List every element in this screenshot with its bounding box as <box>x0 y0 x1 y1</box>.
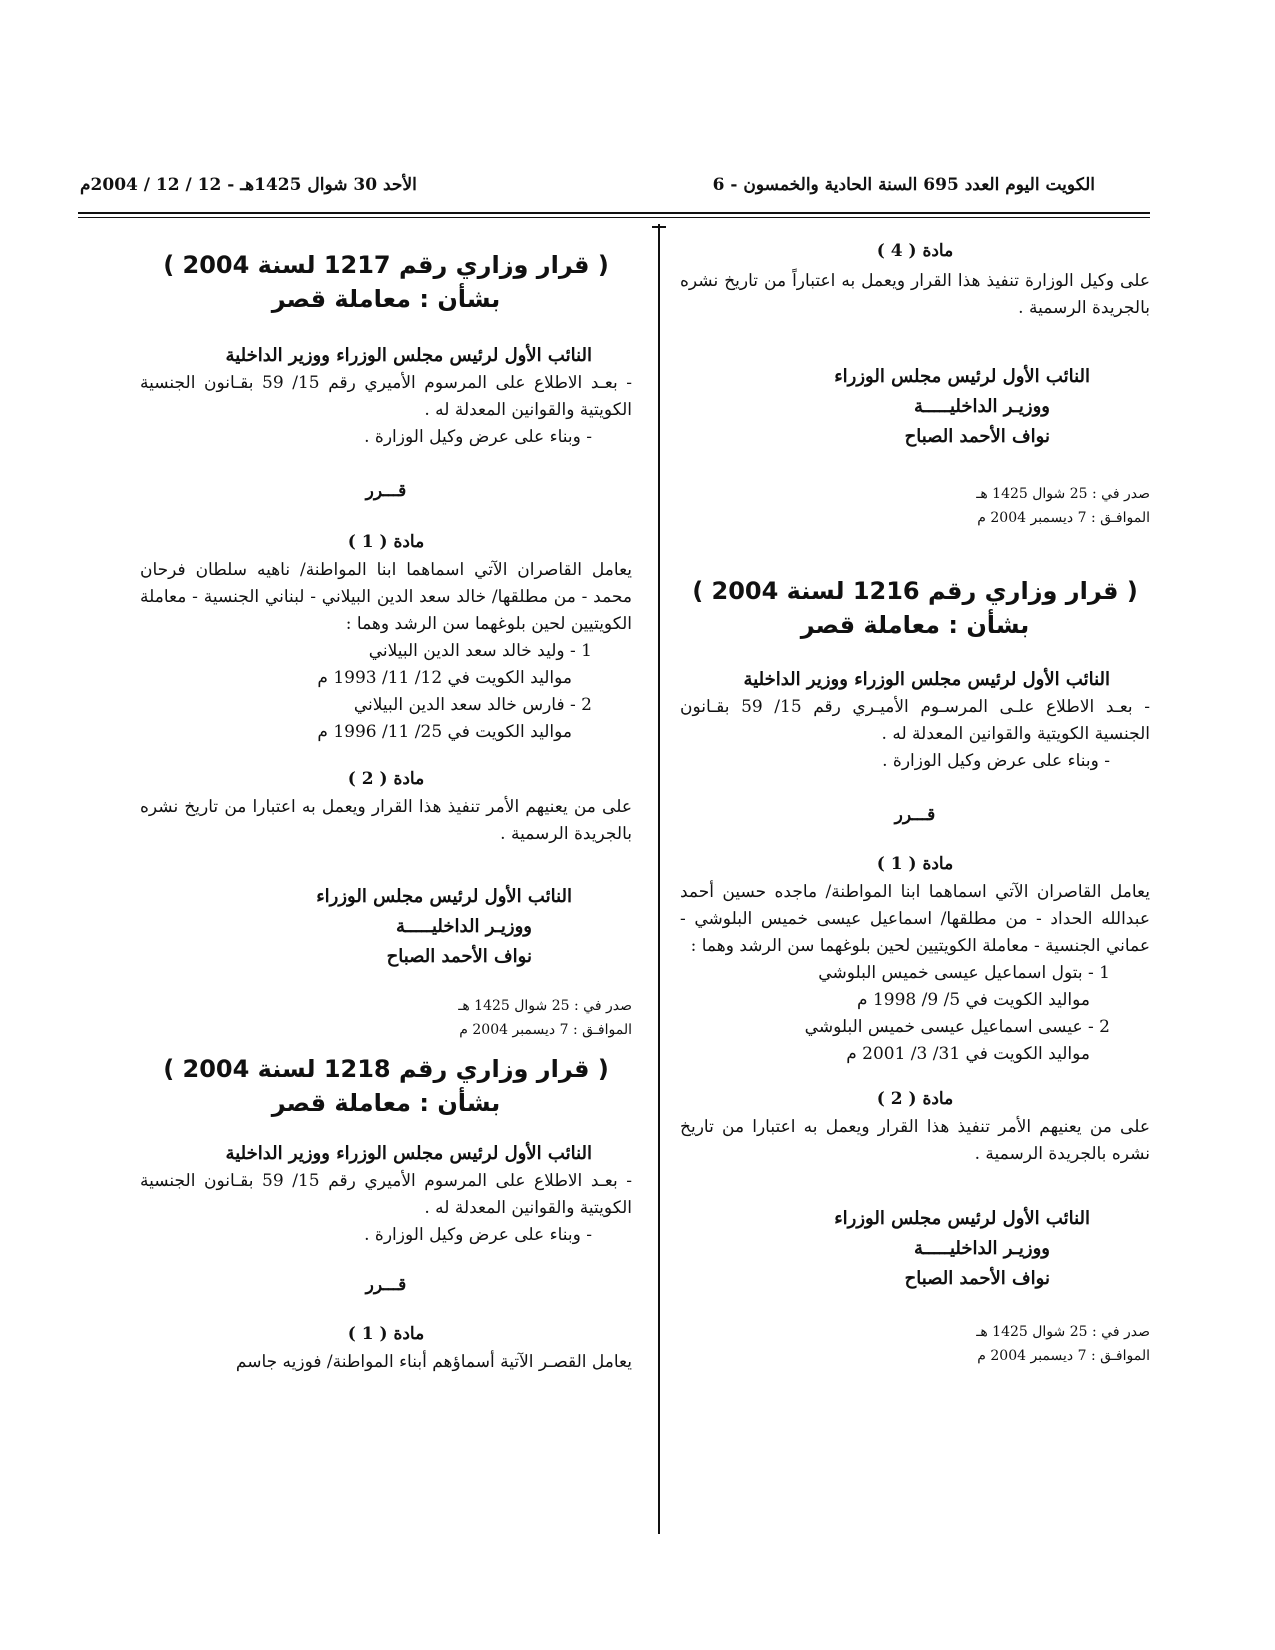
signature-title: النائب الأول لرئيس مجلس الوزراء <box>316 886 572 907</box>
signature-name: نواف الأحمد الصباح <box>904 1268 1050 1289</box>
child-1-birth: مواليد الكويت في 5/ 9/ 1998 م <box>857 990 1090 1010</box>
article-2-text: على من يعنيهم الأمر تنفيذ هذا القرار ويعمل به اعتبارا من تاريخ نشره بالجريدة الرسمية . <box>680 1117 1150 1164</box>
signature-ministry: ووزيـر الداخليـــــة <box>913 1238 1050 1259</box>
header-issue-info: الكويت اليوم العدد 695 السنة الحادية والخمسون - 6 <box>712 175 1095 195</box>
right-column <box>680 240 1150 1368</box>
child-1-name: 1 - بتول اسماعيل عيسى خميس البلوشي <box>818 963 1110 983</box>
signature-block <box>680 1204 1150 1294</box>
issue-date-block <box>140 994 632 1042</box>
article-1-title: مادة ( 1 ) <box>347 1324 425 1344</box>
article-1-title: مادة ( 1 ) <box>876 854 954 874</box>
preamble-2: - وبناء على عرض وكيل الوزارة . <box>882 751 1110 771</box>
signature-block <box>140 882 632 972</box>
issued-date: صدر في : 25 شوال 1425 هـ <box>976 1324 1150 1340</box>
decree-authority: النائب الأول لرئيس مجلس الوزراء ووزير الداخلية <box>743 669 1110 690</box>
header-date: الأحد 30 شوال 1425هـ - 12 / 12 / 2004م <box>80 175 417 195</box>
signature-block <box>680 362 1150 452</box>
child-2-birth: مواليد الكويت في 25/ 11/ 1996 م <box>317 722 572 742</box>
decree-authority: النائب الأول لرئيس مجلس الوزراء ووزير الداخلية <box>225 345 592 366</box>
issue-date-block <box>680 1320 1150 1368</box>
article-2-title: مادة ( 2 ) <box>876 1089 954 1109</box>
decree-title: ( قرار وزاري رقم 1216 لسنة 2004 ) <box>692 577 1138 605</box>
preamble-1: - بعـد الاطلاع على المرسوم الأميري رقم 15/ 59 بقـانون الجنسية الكويتية والقوانين المعدلة له . <box>140 373 632 420</box>
issued-date: صدر في : 25 شوال 1425 هـ <box>458 998 632 1014</box>
header-rule <box>78 212 1150 214</box>
decided-heading: قـــرر <box>365 1275 407 1295</box>
decree-1218 <box>140 1052 632 1376</box>
child-1-name: 1 - وليد خالد سعد الدين البيلاني <box>368 641 592 661</box>
child-2-birth: مواليد الكويت في 31/ 3/ 2001 م <box>846 1044 1090 1064</box>
article-2-title: مادة ( 2 ) <box>347 769 425 789</box>
agreed-date: الموافـق : 7 ديسمبر 2004 م <box>977 1348 1150 1364</box>
column-divider <box>658 224 660 1534</box>
child-2-name: 2 - عيسى اسماعيل عيسى خميس البلوشي <box>804 1017 1110 1037</box>
decided-heading: قـــرر <box>894 805 936 825</box>
preamble-2: - وبناء على عرض وكيل الوزارة . <box>364 1225 592 1245</box>
article-4-text: على وكيل الوزارة تنفيذ هذا القرار ويعمل به اعتباراً من تاريخ نشره بالجريدة الرسمية . <box>680 271 1150 318</box>
header-rule-thin <box>78 217 1150 218</box>
child-2-name: 2 - فارس خالد سعد الدين البيلاني <box>353 695 592 715</box>
preamble-1: - بعـد الاطلاع علـى المرسـوم الأميـري رقم 15/ 59 بقـانون الجنسية الكويتية والقوانين المعدلة له . <box>680 697 1150 744</box>
decided-heading: قـــرر <box>365 481 407 501</box>
decree-subject: بشأن : معاملة قصر <box>271 285 501 313</box>
issued-date: صدر في : 25 شوال 1425 هـ <box>976 486 1150 502</box>
column-divider-cap <box>652 226 666 228</box>
agreed-date: الموافـق : 7 ديسمبر 2004 م <box>977 510 1150 526</box>
decree-1217 <box>140 248 632 1042</box>
signature-ministry: ووزيـر الداخليـــــة <box>913 396 1050 417</box>
signature-title: النائب الأول لرئيس مجلس الوزراء <box>834 366 1090 387</box>
article-1-text: يعامل القاصران الآتي اسماهما ابنا المواطنة/ ماجده حسين أحمد عبدالله الحداد - من مطلقها/ اسماعيل عيسى خميس البلوشي - عماني الجنسية - معاملة الكويتيين لحين بلوغهما سن الرشد وهما : <box>680 882 1150 956</box>
preamble-2: - وبناء على عرض وكيل الوزارة . <box>364 427 592 447</box>
decree-title: ( قرار وزاري رقم 1217 لسنة 2004 ) <box>163 251 609 279</box>
decree-title: ( قرار وزاري رقم 1218 لسنة 2004 ) <box>163 1055 609 1083</box>
signature-name: نواف الأحمد الصباح <box>904 426 1050 447</box>
preamble-1: - بعـد الاطلاع على المرسوم الأميري رقم 15/ 59 بقـانون الجنسية الكويتية والقوانين المعدلة له . <box>140 1171 632 1218</box>
signature-name: نواف الأحمد الصباح <box>386 946 532 967</box>
child-1-birth: مواليد الكويت في 12/ 11/ 1993 م <box>317 668 572 688</box>
article-4-title: مادة ( 4 ) <box>876 241 954 261</box>
issue-date-block <box>680 482 1150 530</box>
signature-ministry: ووزيـر الداخليـــــة <box>395 916 532 937</box>
signature-title: النائب الأول لرئيس مجلس الوزراء <box>834 1208 1090 1229</box>
article-1-text: يعامل القصـر الآتية أسماؤهم أبناء المواطنة/ فوزيه جاسم <box>235 1352 632 1372</box>
decree-authority: النائب الأول لرئيس مجلس الوزراء ووزير الداخلية <box>225 1143 592 1164</box>
agreed-date: الموافـق : 7 ديسمبر 2004 م <box>459 1022 632 1038</box>
article-1-text: يعامل القاصران الآتي اسماهما ابنا المواطنة/ ناهيه سلطان فرحان محمد - من مطلقها/ خالد سعد الدين البيلاني - لبناني الجنسية - معاملة الكويتيين لحين بلوغهما سن الرشد وهما : <box>140 560 632 634</box>
article-2-text: على من يعنيهم الأمر تنفيذ هذا القرار ويعمل به اعتبارا من تاريخ نشره بالجريدة الرسمية . <box>140 797 632 844</box>
article-1-title: مادة ( 1 ) <box>347 532 425 552</box>
decree-subject: بشأن : معاملة قصر <box>271 1089 501 1117</box>
left-column <box>140 248 632 1376</box>
decree-subject: بشأن : معاملة قصر <box>800 611 1030 639</box>
decree-1216 <box>680 574 1150 1368</box>
